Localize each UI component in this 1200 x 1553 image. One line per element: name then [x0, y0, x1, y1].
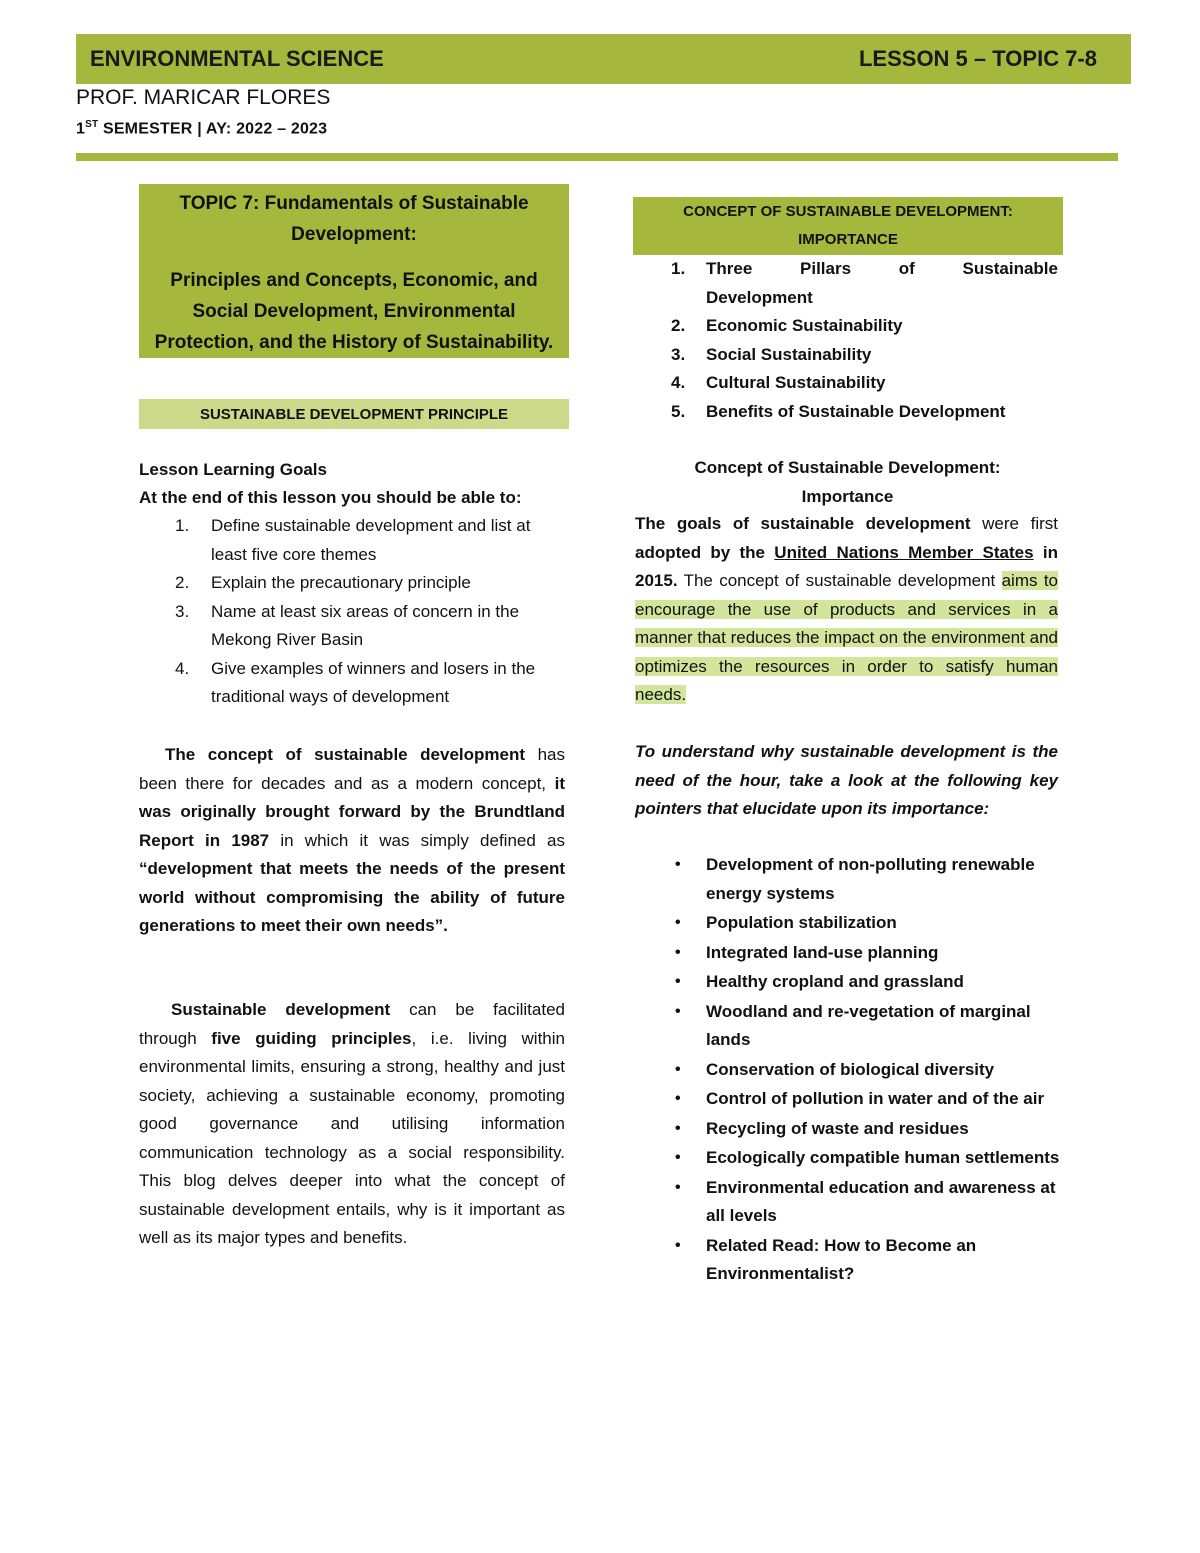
list-item — [635, 939, 1060, 968]
list-item — [635, 1056, 1060, 1085]
semester-number: 1 — [76, 120, 86, 138]
pillar-number: 3. — [671, 344, 686, 364]
pillar-number: 4. — [671, 373, 686, 392]
importance-box-line-2: IMPORTANCE — [798, 231, 898, 248]
paragraph-principles — [139, 996, 565, 1253]
goal-text: Explain the precautionary principle — [211, 573, 471, 592]
pointer-text: Related Read: How to Become an Environmentalist? — [706, 1235, 977, 1283]
concept-text-2: The concept of sustainable development — [677, 571, 1002, 590]
concept-highlight: aims to encourage the use of products and services in a manner that reduces the impact on the environment and optimizes the resources in order to satisfy human needs. — [635, 571, 1058, 704]
p1-text-2: in which it was simply defined as — [269, 830, 565, 850]
list-item — [635, 968, 1060, 997]
pillar-text: Social Sustainability — [706, 344, 872, 364]
list-item — [635, 1144, 1060, 1173]
goal-number: 2. — [175, 573, 190, 592]
goal-number: 3. — [175, 601, 190, 621]
pillar-word: Three — [706, 259, 753, 278]
bullet-icon: • — [675, 914, 681, 931]
goal-number: 4. — [175, 658, 190, 678]
pillar-word: Sustainable — [962, 259, 1058, 278]
bullet-icon: • — [675, 1119, 681, 1137]
concept-paragraph — [635, 510, 1058, 710]
list-item — [635, 398, 1058, 427]
pointer-text: Population stabilization — [706, 913, 897, 932]
semester-suffix: ST — [85, 119, 99, 130]
p1-bold-lead: The concept of sustainable development — [165, 745, 526, 764]
pointers-intro: To understand why sustainable development is the need of the hour, take a look at the following key pointers that elucidate upon its importance: — [635, 742, 1058, 818]
header-divider — [76, 153, 1118, 161]
list-item — [635, 1174, 1060, 1231]
concept-bold-lead: The goals of sustainable development — [635, 514, 971, 533]
list-item — [139, 598, 569, 655]
bullet-icon: • — [675, 856, 681, 873]
pillar-text: Benefits of Sustainable Development — [706, 401, 1006, 421]
course-title: ENVIRONMENTAL SCIENCE — [90, 46, 384, 71]
pointer-text: Ecologically compatible human settlements — [706, 1148, 1060, 1167]
header-banner — [76, 34, 1131, 84]
concept-bold-year: in 2015. — [635, 542, 1058, 590]
p1-definition: “development that meets the needs of the present world without compromising the ability of future generations to meet their own needs”. — [139, 859, 565, 935]
pillar-number: 5. — [671, 401, 686, 421]
list-item — [139, 569, 569, 598]
list-item — [635, 851, 1060, 908]
lesson-label: LESSON 5 – TOPIC 7-8 — [858, 46, 1097, 71]
goal-text: Name at least six areas of concern in the Mekong River Basin — [211, 601, 520, 649]
p1-bold-report: it was originally brought forward by the Brundtland Report in 1987 — [139, 773, 565, 850]
list-item — [635, 1115, 1060, 1144]
list-item — [635, 998, 1060, 1055]
importance-box-line-1: CONCEPT OF SUSTAINABLE DEVELOPMENT: — [683, 203, 1013, 220]
pillar-word: Pillars — [800, 259, 852, 278]
bullet-icon: • — [675, 973, 681, 990]
pointer-text: Control of pollution in water and of the air — [706, 1089, 1045, 1108]
pillar-number: 2. — [671, 316, 686, 335]
bullet-icon: • — [675, 943, 681, 961]
section-heading: SUSTAINABLE DEVELOPMENT PRINCIPLE — [139, 399, 569, 429]
list-item — [139, 655, 569, 712]
professor-name: PROF. MARICAR FLORES — [76, 86, 331, 109]
pointer-text: Integrated land-use planning — [706, 942, 939, 962]
pillar-text: Cultural Sustainability — [706, 373, 886, 392]
goals-intro: At the end of this lesson you should be able to: — [139, 488, 522, 507]
list-item — [635, 1085, 1060, 1114]
concept-text: were first — [970, 514, 1058, 533]
pillar-word: Development — [706, 287, 813, 307]
bullet-icon: • — [675, 1090, 681, 1107]
bullet-icon: • — [675, 1178, 681, 1196]
semester-year: SEMESTER | AY: 2022 – 2023 — [98, 120, 328, 138]
bullet-icon: • — [675, 1002, 681, 1020]
p2-text-2: , i.e. living within environmental limits, ensuring a strong, healthy and just society, achieving a sustainable economy, promoting good governance and utilising information communication technology as a social responsibility. This blog delves deeper into what the concept of sustainable development entails, why is it important as well as its major types and benefits. — [139, 1028, 565, 1247]
goal-text: Define sustainable development and list at least five core themes — [211, 516, 531, 564]
pointer-text: Environmental education and awareness at all levels — [706, 1177, 1056, 1225]
list-item — [139, 512, 569, 569]
importance-box — [633, 197, 1063, 255]
pillar-number: 1. — [671, 259, 686, 278]
pillar-text: Economic Sustainability — [706, 316, 903, 335]
topic-subtitle: Principles and Concepts, Economic, and Social Development, Environmental Protection, and the History of Sustainability. — [154, 270, 554, 353]
list-item — [635, 341, 1058, 370]
list-item — [635, 909, 1060, 938]
goals-heading: Lesson Learning Goals — [139, 460, 327, 479]
bullet-icon: • — [675, 1236, 681, 1254]
concept-heading-line-1: Concept of Sustainable Development: — [694, 458, 1001, 477]
concept-bold-adopted: adopted by the — [635, 542, 775, 562]
learning-goals-list — [139, 512, 569, 712]
topic-title-box — [139, 184, 569, 358]
pointer-text: Conservation of biological diversity — [706, 1059, 995, 1079]
bullet-icon: • — [675, 1149, 681, 1166]
paragraph-brundtland — [139, 741, 565, 941]
pillars-list — [635, 255, 1058, 426]
goal-text: Give examples of winners and losers in the traditional ways of development — [211, 658, 536, 706]
bullet-icon: • — [675, 1060, 681, 1078]
key-pointers-list — [635, 851, 1060, 1290]
pointer-text: Development of non-polluting renewable energy systems — [706, 855, 1035, 903]
semester-line — [76, 119, 327, 138]
p2-text: can be facilitated through — [139, 1000, 565, 1048]
pointer-text: Woodland and re-vegetation of marginal lands — [706, 1001, 1031, 1049]
pillar-first-line — [706, 255, 1058, 284]
goal-number: 1. — [175, 516, 190, 535]
p2-bold-principles: five guiding principles — [211, 1028, 412, 1048]
list-item — [635, 312, 1058, 341]
p1-text: has been there for decades and as a modern concept, — [139, 745, 565, 793]
concept-heading — [635, 454, 1060, 511]
concept-heading-line-2: Importance — [801, 486, 894, 506]
list-item — [635, 369, 1058, 398]
pillar-word: of — [898, 259, 915, 278]
pointer-text: Recycling of waste and residues — [706, 1118, 969, 1138]
pointer-text: Healthy cropland and grassland — [706, 972, 964, 991]
list-item — [635, 255, 1058, 312]
list-item — [635, 1232, 1060, 1289]
un-member-states-link: United Nations Member States — [774, 542, 1034, 562]
topic-title: TOPIC 7: Fundamentals of Sustainable Development: — [179, 193, 529, 245]
p2-bold-lead: Sustainable development — [171, 1000, 391, 1019]
